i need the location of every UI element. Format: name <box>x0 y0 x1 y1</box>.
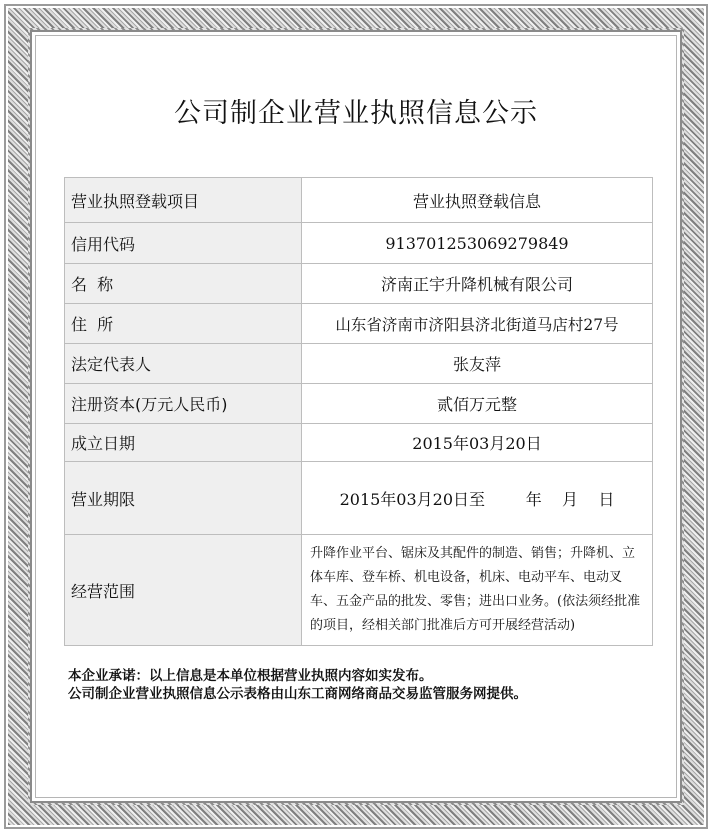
footer-commitment: 本企业承诺：以上信息是本单位根据营业执照内容如实发布。 <box>68 668 433 684</box>
table-row <box>65 264 653 304</box>
table-row <box>65 424 653 462</box>
table-row <box>65 384 653 424</box>
table-row <box>65 223 653 264</box>
row-label-scope: 经营范围 <box>65 535 302 646</box>
row-value-capital: 贰佰万元整 <box>302 384 653 424</box>
row-label-credit-code: 信用代码 <box>65 223 302 264</box>
row-label-legal-rep: 法定代表人 <box>65 344 302 384</box>
license-info-table <box>64 177 653 646</box>
row-value-name: 济南正宇升降机械有限公司 <box>302 264 653 304</box>
row-value-term: 2015年03月20日至 年 月 日 <box>302 462 653 535</box>
row-value-scope: 升降作业平台、锯床及其配件的制造、销售；升降机、立体车库、登车桥、机电设备，机床、电动平车、电动叉车、五金产品的批发、零售；进出口业务。(依法须经批准的项目，经相关部门批准后方可开展经营活动) <box>302 535 653 646</box>
footer-notes <box>68 667 668 703</box>
table-row <box>65 344 653 384</box>
table-header-row <box>65 178 653 223</box>
table-row <box>65 462 653 535</box>
row-value-credit-code: 913701253069279849 <box>302 223 653 264</box>
page-title: 公司制企业营业执照信息公示 <box>174 98 538 129</box>
footer-provider: 公司制企业营业执照信息公示表格由山东工商网络商品交易监管服务网提供。 <box>68 686 527 702</box>
table-row <box>65 535 653 646</box>
row-label-name: 名 称 <box>65 264 302 304</box>
row-label-address: 住 所 <box>65 304 302 344</box>
row-label-term: 营业期限 <box>65 462 302 535</box>
header-label-cell: 营业执照登载项目 <box>65 178 302 223</box>
row-value-founded: 2015年03月20日 <box>302 424 653 462</box>
row-label-founded: 成立日期 <box>65 424 302 462</box>
row-label-capital: 注册资本(万元人民币) <box>65 384 302 424</box>
header-value-cell: 营业执照登载信息 <box>302 178 653 223</box>
row-value-legal-rep: 张友萍 <box>302 344 653 384</box>
table-row <box>65 304 653 344</box>
row-value-address: 山东省济南市济阳县济北街道马店村27号 <box>302 304 653 344</box>
